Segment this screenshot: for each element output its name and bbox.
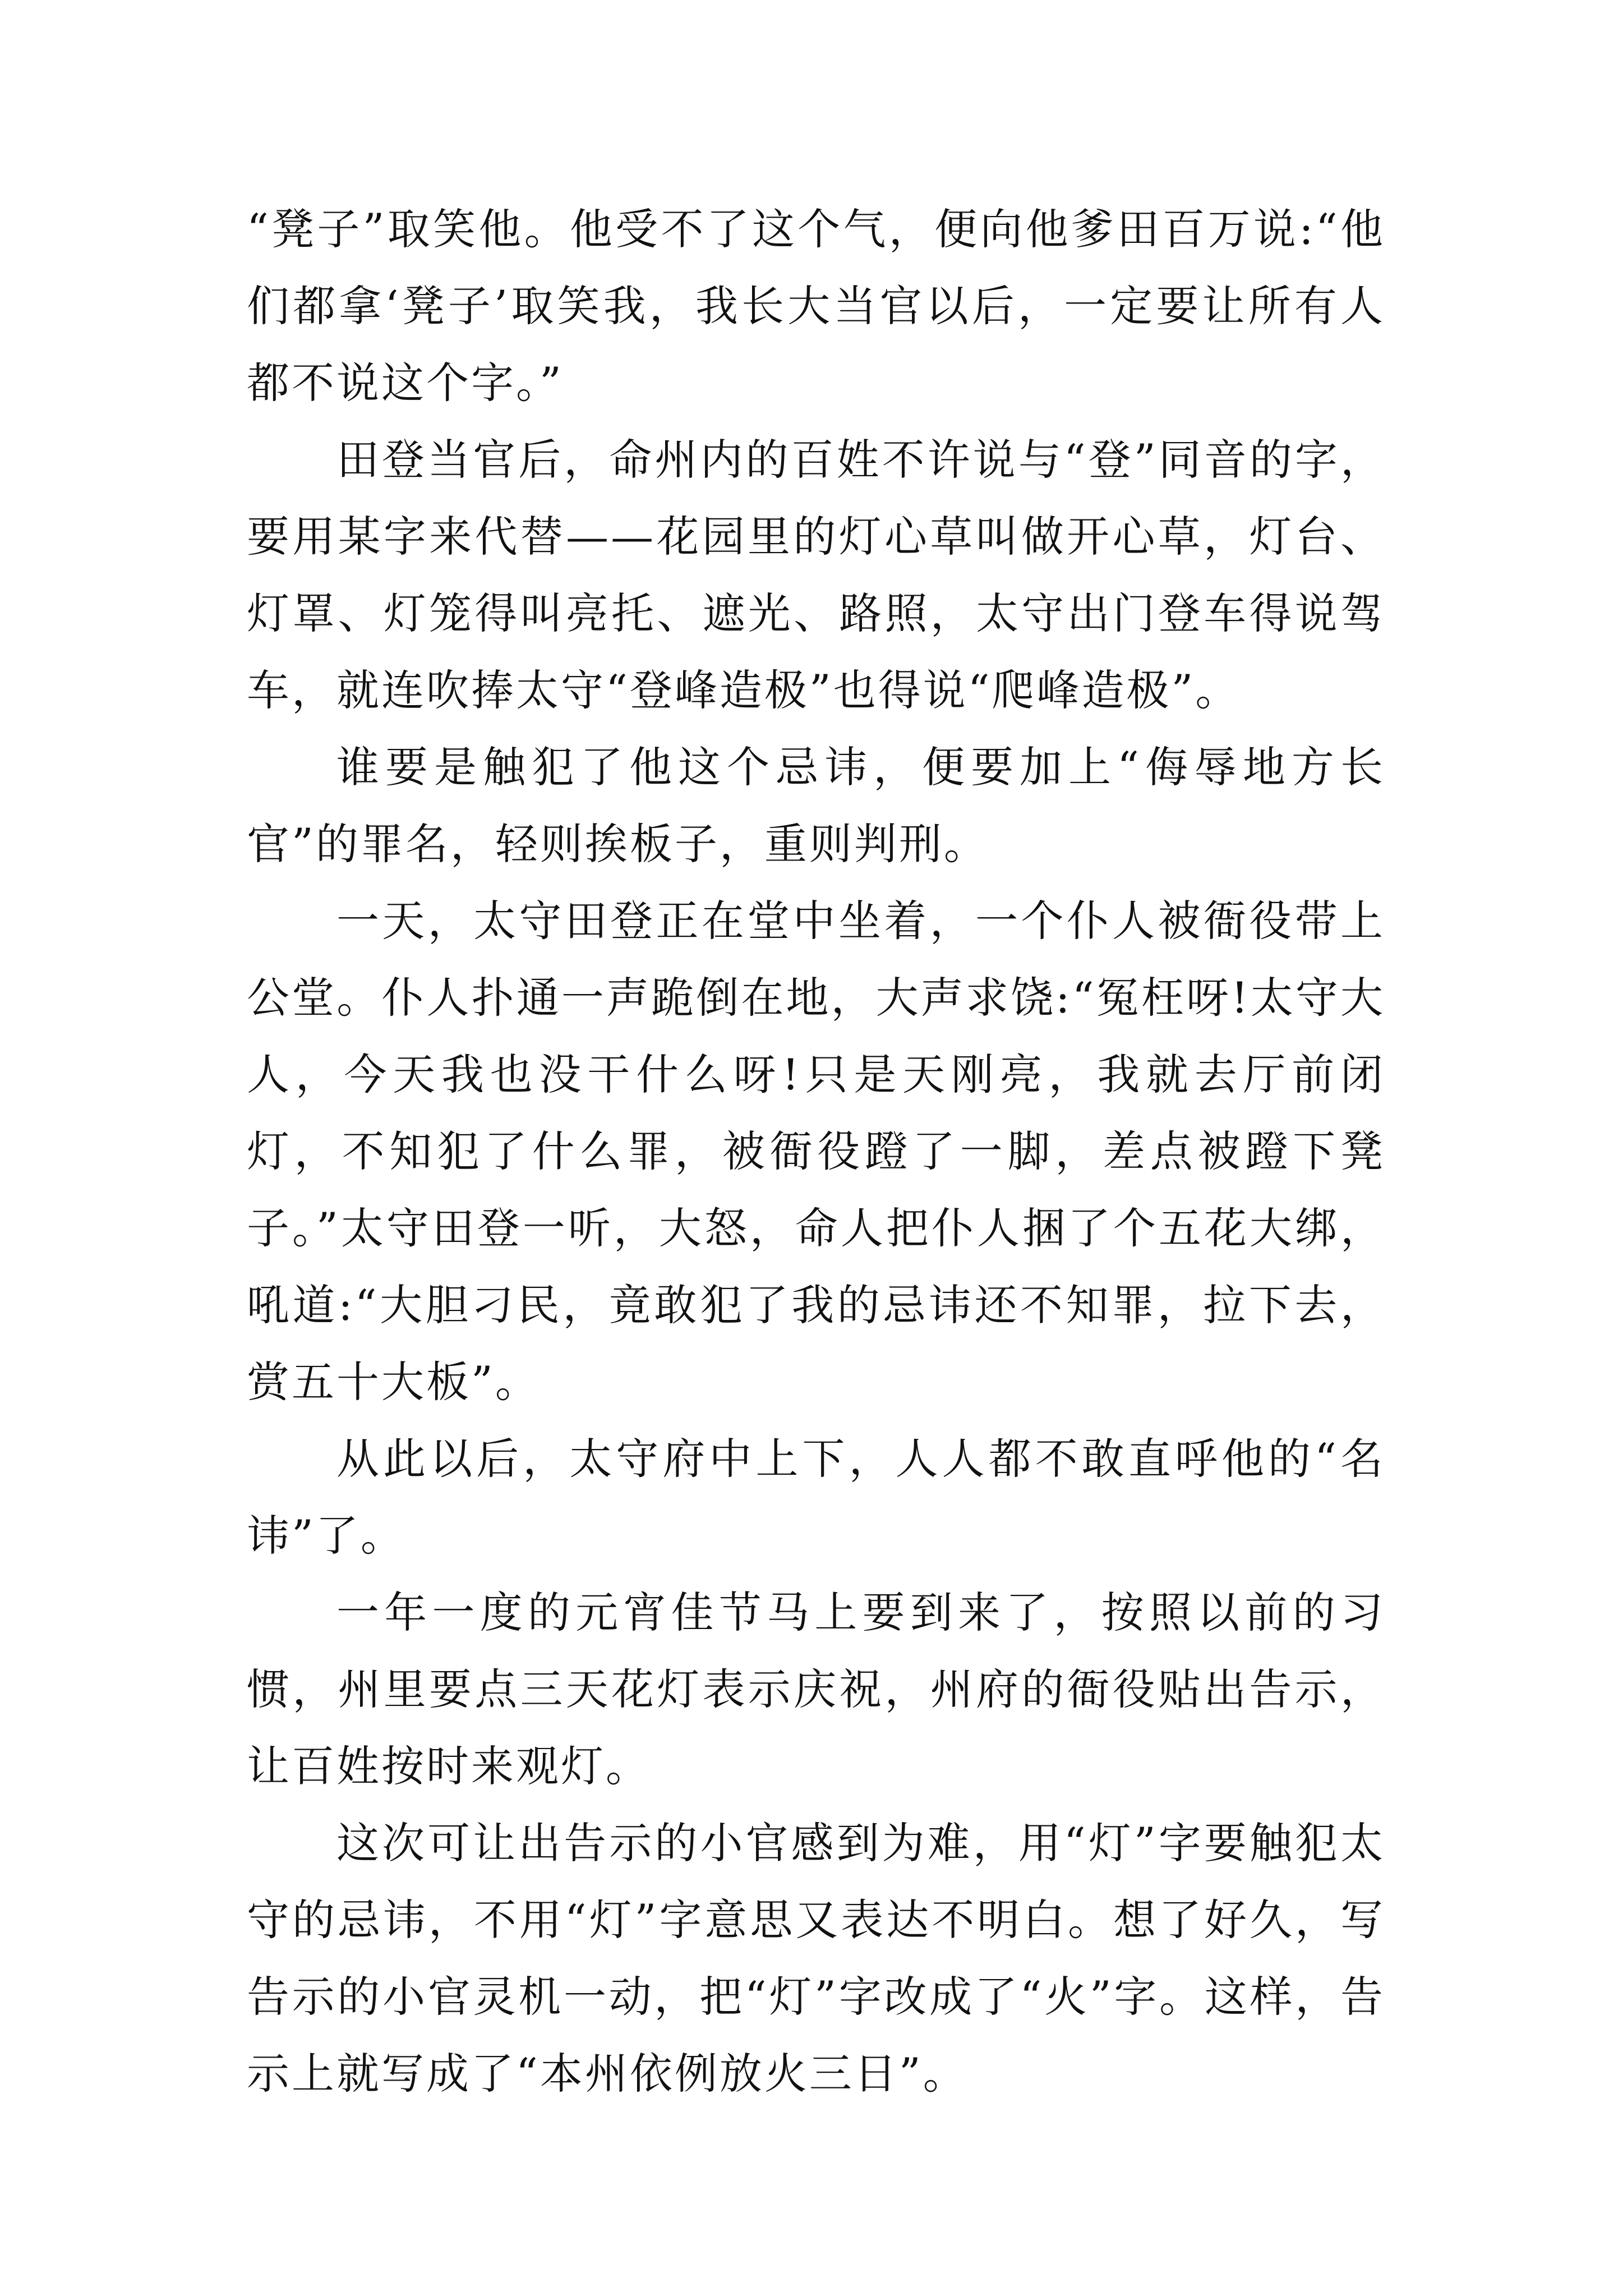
paragraph-1: “凳子”取笑他。他受不了这个气，便向他爹田百万说:“他们都拿‘凳子’取笑我，我长大当官以后，一定要让所有人都不说这个字。”: [247, 204, 1385, 408]
paragraph-4: 一天，太守田登正在堂中坐着，一个仆人被衙役带上公堂。仆人扑通一声跪倒在地，大声求饶:“冤枉呀!太守大人，今天我也没干什么呀!只是天刚亮，我就去厅前闭灯，不知犯了什么罪，被衙役蹬了一脚，差点被蹬下凳子。”太守田登一听，大怒，命人把仆人捆了个五花大绑，吼道:“大胆刁民，竟敢犯了我的忌讳还不知罪，拉下去，赏五十大板”。: [247, 896, 1385, 1407]
paragraph-6: 一年一度的元宵佳节马上要到来了，按照以前的习惯，州里要点三天花灯表示庆祝，州府的衙役贴出告示，让百姓按时来观灯。: [247, 1588, 1385, 1791]
paragraph-3: 谁要是触犯了他这个忌讳，便要加上“侮辱地方长官”的罪名，轻则挨板子，重则判刑。: [247, 742, 1385, 869]
paragraph-2: 田登当官后，命州内的百姓不许说与“登”同音的字，要用某字来代替——花园里的灯心草叫做开心草，灯台、灯罩、灯笼得叫亮托、遮光、路照，太守出门登车得说驾车，就连吹捧太守“登峰造极”也得说“爬峰造极”。: [247, 435, 1385, 715]
paragraph-5: 从此以后，太守府中上下，人人都不敢直呼他的“名讳”了。: [247, 1434, 1385, 1561]
body-text: [247, 191, 1385, 2112]
paragraph-7: 这次可让出告示的小官感到为难，用“灯”字要触犯太守的忌讳，不用“灯”字意思又表达不明白。想了好久，写告示的小官灵机一动，把“灯”字改成了“火”字。这样，告示上就写成了“本州依例放火三日”。: [247, 1818, 1385, 2099]
